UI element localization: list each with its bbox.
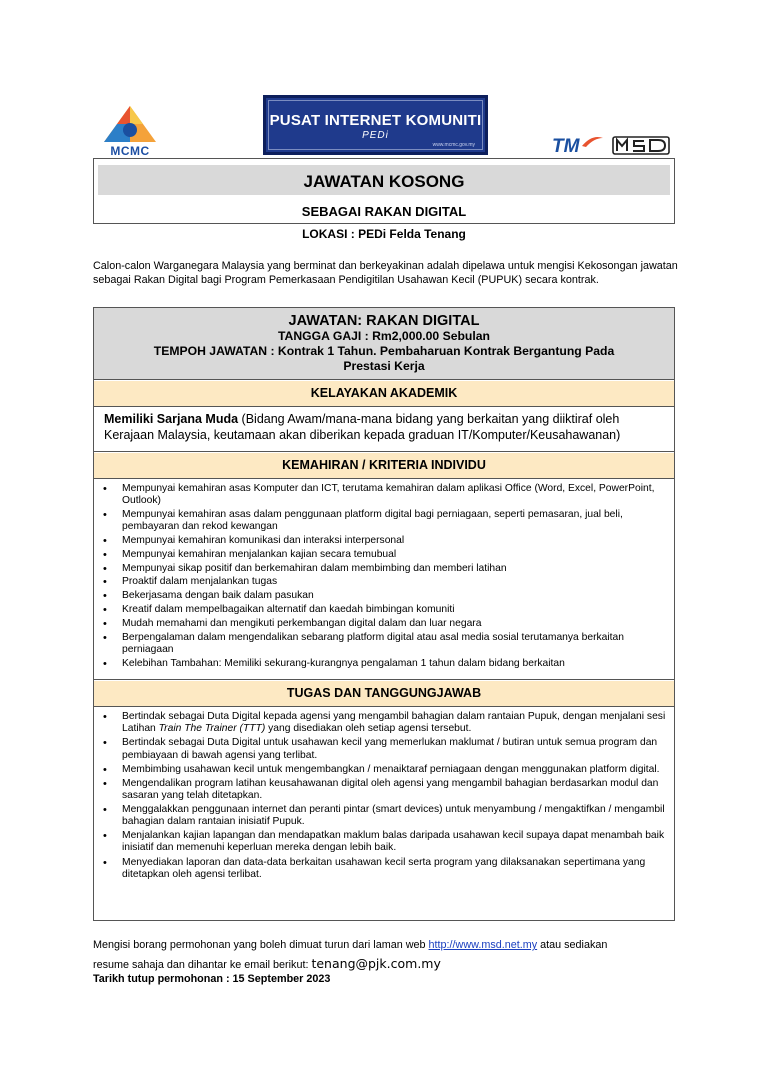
criteria-heading: KEMAHIRAN / KRITERIA INDIVIDU xyxy=(94,453,674,479)
duty-1-text-b: yang disediakan oleh setiap agensi tersebut. xyxy=(265,723,472,735)
list-item: • Mempunyai kemahiran asas dalam penggunaan platform digital bagi perniagaan, seperti pemasaran, jual beli, pembayaran dan rekod kewangan xyxy=(94,509,668,533)
list-item: • Proaktif dalam menjalankan tugas xyxy=(94,576,668,588)
list-item: • Kelebihan Tambahan: Memiliki sekurang-kurangnya pengalaman 1 tahun dalam bidang berkaitan xyxy=(94,658,668,670)
job-title: JAWATAN: RAKAN DIGITAL xyxy=(288,313,480,329)
footer-line2-text: resume sahaja dan dihantar ke email berikut: xyxy=(93,959,312,971)
job-tenure xyxy=(94,344,674,374)
duties-list xyxy=(94,708,674,881)
list-item: • Kreatif dalam mempelbagaikan alternatif dan kaedah bimbingan komuniti xyxy=(94,604,668,616)
tm-swoosh-icon xyxy=(552,132,604,158)
mcmc-wordmark: MCMC xyxy=(110,144,150,158)
list-item: • Bertindak sebagai Duta Digital untuk usahawan kecil yang memerlukan maklumat / butiran untuk semua program dan pembiayaan di bawah agensi yang terlibat. xyxy=(94,737,668,761)
list-item: • Berpengalaman dalam mengendalikan sebarang platform digital atau asal media sosial terutamanya berkaitan perniagaan xyxy=(94,632,668,656)
job-salary: TANGGA GAJI : Rm2,000.00 Sebulan xyxy=(278,329,490,343)
list-item: • Mempunyai sikap positif dan berkemahiran dalam membimbing dan memberi latihan xyxy=(94,563,668,575)
footer-line2 xyxy=(93,957,683,972)
academic-degree: Memiliki Sarjana Muda xyxy=(104,412,239,426)
pedi-logo xyxy=(263,95,488,155)
duties-section xyxy=(94,708,674,920)
list-item xyxy=(94,711,668,735)
footer xyxy=(93,939,683,986)
footer-line1 xyxy=(93,939,683,952)
mcmc-emblem-icon xyxy=(96,104,164,146)
duties-heading: TUGAS DAN TANGGUNGJAWAB xyxy=(94,681,674,707)
criteria-section xyxy=(94,480,674,680)
footer-line1-tail: atau sediakan xyxy=(537,939,608,951)
email-address[interactable]: tenang@pjk.com.my xyxy=(311,956,441,971)
list-item: • Mempunyai kemahiran asas Komputer dan ICT, terutama kemahiran dalam aplikasi Office (Word, Excel, PowerPoint, Outlook) xyxy=(94,483,668,507)
list-item: • Mengendalikan program latihan keusahawanan digital oleh agensi yang mengambil bahagian berdasarkan modul dan sasaran yang telah ditetapkan. xyxy=(94,778,668,802)
list-item: • Bekerjasama dengan baik dalam pasukan xyxy=(94,590,668,602)
msd-website-link[interactable]: http://www.msd.net.my xyxy=(428,939,538,951)
list-item: • Menyediakan laporan dan data-data berkaitan usahawan kecil serta program yang dilaksanakan sepertimana yang ditetapkan oleh agensi terlibat. xyxy=(94,857,668,881)
job-summary xyxy=(94,308,674,380)
tm-wordmark: TM xyxy=(552,136,580,157)
job-details-table xyxy=(93,307,675,921)
application-deadline: Tarikh tutup permohonan : 15 September 2023 xyxy=(93,973,331,985)
list-item: • Menggalakkan penggunaan internet dan peranti pintar (smart devices) untuk menyambung / mengaktifkan / mengambil bahagian dalam rantaian inisiatif Pupuk. xyxy=(94,804,668,828)
mcmc-logo xyxy=(96,104,164,160)
intro-paragraph: Calon-calon Warganegara Malaysia yang berminat dan berkeyakinan adalah dipelawa untuk mengisi Kekosongan jawatan sebagai Rakan Digital bagi Program Pemerkasaan Pendigitilan Usahawan Kecil (PUPUK) secara kontrak. xyxy=(93,260,678,286)
pedi-logo-title: PUSAT INTERNET KOMUNITI xyxy=(269,112,482,129)
list-item: • Membimbing usahawan kecil untuk mengembangkan / menaiktaraf perniagaan dengan menggunakan platform digital. xyxy=(94,764,668,776)
page-title: JAWATAN KOSONG xyxy=(303,172,465,191)
academic-requirement xyxy=(94,408,674,452)
title-box xyxy=(93,158,675,224)
pedi-logo-url: www.mcmc.gov.my xyxy=(432,142,475,148)
page-subtitle: SEBAGAI RAKAN DIGITAL xyxy=(301,204,467,219)
duty-1-text-a: Bertindak sebagai Duta Digital kepada agensi yang mengambil bahagian dalam rantaian Pupuk, dengan menjalani sesi Latihan xyxy=(122,711,666,735)
duty-1-italic: Train The Trainer (TTT) xyxy=(158,723,266,735)
academic-details: (Bidang Awam/mana-mana bidang yang berkaitan yang diiktiraf oleh Kerajaan Malaysia, keutamaan akan diberikan kepada graduan IT/Komputer/Keusahawanan) xyxy=(104,412,621,442)
criteria-list xyxy=(94,480,674,670)
msd-emblem-icon xyxy=(612,134,670,156)
list-item: • Mempunyai kemahiran komunikasi dan interaksi interpersonal xyxy=(94,535,668,547)
job-tenure-line1: TEMPOH JAWATAN : Kontrak 1 Tahun. Pembaharuan Kontrak Bergantung Pada xyxy=(153,344,615,358)
pedi-logo-subtitle: PEDi xyxy=(362,130,389,141)
tm-logo xyxy=(552,132,604,158)
list-item: • Mempunyai kemahiran menjalankan kajian secara temubual xyxy=(94,549,668,561)
location: LOKASI : PEDi Felda Tenang xyxy=(302,227,466,241)
job-tenure-line2: Prestasi Kerja xyxy=(343,359,425,373)
list-item: • Mudah memahami dan mengikuti perkembangan digital dalam dan luar negara xyxy=(94,618,668,630)
academic-heading: KELAYAKAN AKADEMIK xyxy=(94,381,674,407)
msd-logo xyxy=(612,134,670,156)
footer-line1-text: Mengisi borang permohonan yang boleh dimuat turun dari laman web xyxy=(93,939,429,951)
list-item: • Menjalankan kajian lapangan dan mendapatkan maklum balas daripada usahawan kecil supaya dapat menambah baik inisiatif dan memenuhi keperluan mereka dengan lebih baik. xyxy=(94,830,668,854)
